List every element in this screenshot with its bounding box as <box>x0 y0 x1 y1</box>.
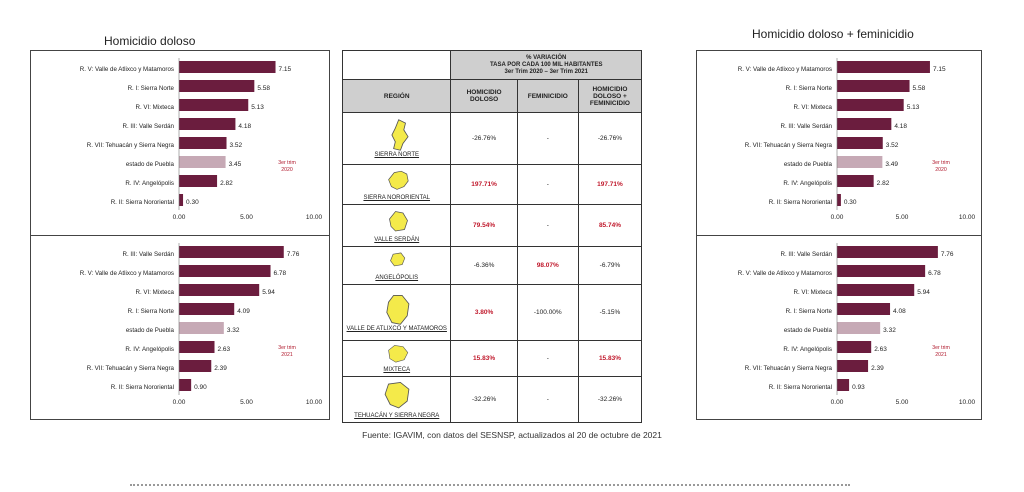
table-row <box>343 247 642 285</box>
table-corner <box>343 51 451 80</box>
category-label: estado de Puebla <box>783 327 832 334</box>
feminicidio-cell: - <box>517 205 578 247</box>
combined-cell: 85.74% <box>578 205 641 247</box>
x-tick-label: 10.00 <box>958 214 976 221</box>
bar <box>837 194 841 206</box>
category-label: estado de Puebla <box>125 327 174 334</box>
category-label: R. V: Valle de Atlixco y Matamoros <box>737 270 832 277</box>
region-shape <box>388 171 408 189</box>
region-name: TEHUACÁN Y SIERRA NEGRA <box>354 413 440 419</box>
homicidio-cell: 15.83% <box>451 341 517 377</box>
bar <box>179 61 276 73</box>
category-label: R. II: Sierra Nororiental <box>768 199 832 206</box>
variation-table <box>342 50 642 423</box>
combined-cell: -26.76% <box>578 113 641 165</box>
period-annotation-year: 2020 <box>281 167 293 173</box>
col-header-combined: HOMICIDIO DOLOSO + FEMINICIDIO <box>578 80 641 113</box>
region-shape <box>390 253 404 266</box>
value-label: 6.78 <box>273 270 287 277</box>
bar <box>837 99 904 111</box>
period-annotation-year: 2021 <box>281 352 293 358</box>
region-map-icon <box>377 207 417 237</box>
period-annotation-year: 2020 <box>935 167 947 173</box>
category-label: R. VI: Mixteca <box>135 289 174 296</box>
region-name: SIERRA NORORIENTAL <box>363 195 431 201</box>
category-label: R. VI: Mixteca <box>793 289 832 296</box>
value-label: 3.52 <box>229 142 243 149</box>
category-label: R. I: Sierra Norte <box>127 308 174 315</box>
region-map-icon <box>377 118 417 152</box>
bar <box>179 80 254 92</box>
table-header-top: % VARIACIÓN TASA POR CADA 100 MIL HABITANTES 3er Trim 2020 – 3er Trim 2021 <box>451 51 642 80</box>
period-annotation: 3er trim <box>278 345 296 351</box>
value-label: 4.08 <box>893 308 906 315</box>
period-annotation: 3er trim <box>932 160 950 166</box>
value-label: 5.94 <box>917 289 930 296</box>
table-row <box>343 165 642 205</box>
bar <box>837 246 938 258</box>
bar <box>837 284 914 296</box>
left-title: Homicidio doloso <box>104 34 196 48</box>
region-shape <box>387 295 409 324</box>
region-cell <box>343 285 451 341</box>
value-label: 3.32 <box>883 327 896 334</box>
feminicidio-cell: - <box>517 113 578 165</box>
region-map-icon <box>377 343 417 367</box>
value-label: 4.18 <box>238 123 252 130</box>
category-label: R. VII: Tehuacán y Sierra Negra <box>86 142 174 149</box>
feminicidio-cell: - <box>517 165 578 205</box>
period-annotation: 3er trim <box>932 345 950 351</box>
homicidio-cell: -32.26% <box>451 377 517 423</box>
col-header-region: REGIÓN <box>343 80 451 113</box>
bar <box>179 360 211 372</box>
category-label: R. II: Sierra Nororiental <box>110 384 174 391</box>
region-shape <box>388 345 407 362</box>
feminicidio-cell: 98.07% <box>517 247 578 285</box>
region-cell <box>343 165 451 205</box>
region-name: ANGELÓPOLIS <box>375 275 419 281</box>
category-label: R. I: Sierra Norte <box>127 85 174 92</box>
value-label: 0.90 <box>194 384 207 391</box>
bar <box>837 61 930 73</box>
region-name: VALLE DE ATLIXCO Y MATAMOROS <box>346 326 447 332</box>
value-label: 4.09 <box>237 308 250 315</box>
bar <box>179 99 248 111</box>
category-label: R. I: Sierra Norte <box>785 308 832 315</box>
table-row <box>343 113 642 165</box>
feminicidio-cell: -100.00% <box>517 285 578 341</box>
bar <box>837 322 880 334</box>
category-label: estado de Puebla <box>125 161 174 168</box>
x-tick-label: 5.00 <box>895 399 909 406</box>
x-tick-label: 0.00 <box>830 214 844 221</box>
region-map-icon <box>377 292 417 326</box>
bar <box>837 379 849 391</box>
combined-cell: -32.26% <box>578 377 641 423</box>
homicidio-cell: -26.76% <box>451 113 517 165</box>
bar <box>179 194 183 206</box>
right-bottom-chart <box>697 235 981 420</box>
category-label: R. VI: Mixteca <box>135 104 174 111</box>
bar <box>179 118 235 130</box>
period-annotation-year: 2021 <box>935 352 947 358</box>
col-header-homicidio: HOMICIDIO DOLOSO <box>451 80 517 113</box>
category-label: R. I: Sierra Norte <box>785 85 832 92</box>
bar <box>837 360 868 372</box>
feminicidio-cell: - <box>517 341 578 377</box>
value-label: 3.49 <box>885 161 899 168</box>
value-label: 7.15 <box>278 66 292 73</box>
region-cell <box>343 341 451 377</box>
category-label: R. III: Valle Serdán <box>780 251 832 258</box>
category-label: estado de Puebla <box>783 161 832 168</box>
value-label: 6.78 <box>928 270 941 277</box>
category-label: R. IV: Angelópolis <box>783 180 832 187</box>
homicidio-cell: 3.80% <box>451 285 517 341</box>
value-label: 2.63 <box>217 346 231 353</box>
region-shape <box>392 120 408 151</box>
left-chart-panel <box>30 50 330 420</box>
bar <box>179 379 191 391</box>
bar <box>179 156 226 168</box>
region-map-icon <box>377 249 417 275</box>
value-label: 2.39 <box>871 365 884 372</box>
value-label: 7.15 <box>932 66 946 73</box>
bar <box>179 265 271 277</box>
category-label: R. IV: Angelópolis <box>783 346 832 353</box>
x-tick-label: 10.00 <box>958 399 976 406</box>
category-label: R. III: Valle Serdán <box>780 123 832 130</box>
value-label: 5.94 <box>262 289 275 296</box>
x-tick-label: 5.00 <box>895 214 909 221</box>
combined-cell: -6.79% <box>578 247 641 285</box>
bar <box>837 80 910 92</box>
value-label: 2.82 <box>220 180 233 187</box>
category-label: R. VII: Tehuacán y Sierra Negra <box>744 365 832 372</box>
value-label: 5.58 <box>257 85 270 92</box>
category-label: R. V: Valle de Atlixco y Matamoros <box>79 66 174 73</box>
value-label: 4.18 <box>894 123 907 130</box>
category-label: R. VII: Tehuacán y Sierra Negra <box>744 142 832 149</box>
region-shape <box>385 382 409 408</box>
region-cell <box>343 113 451 165</box>
col-header-feminicidio: FEMINICIDIO <box>517 80 578 113</box>
homicidio-cell: 79.54% <box>451 205 517 247</box>
table-row <box>343 377 642 423</box>
value-label: 5.58 <box>912 85 926 92</box>
bar <box>837 175 874 187</box>
combined-cell: 197.71% <box>578 165 641 205</box>
table-body <box>343 113 642 423</box>
value-label: 3.32 <box>226 327 240 334</box>
value-label: 2.82 <box>876 180 890 187</box>
left-bottom-chart <box>31 235 329 420</box>
region-name: VALLE SERDÁN <box>374 237 420 243</box>
bar <box>837 341 871 353</box>
x-tick-label: 0.00 <box>830 399 844 406</box>
x-tick-label: 5.00 <box>240 214 253 221</box>
combined-cell: -5.15% <box>578 285 641 341</box>
bar <box>179 322 224 334</box>
region-name: MIXTECA <box>383 367 411 373</box>
value-label: 5.13 <box>251 104 264 111</box>
value-label: 5.13 <box>906 104 920 111</box>
value-label: 0.30 <box>186 199 199 206</box>
region-map-icon <box>377 379 417 413</box>
value-label: 7.76 <box>286 251 300 258</box>
table-row <box>343 205 642 247</box>
value-label: 2.63 <box>874 346 887 353</box>
value-label: 3.52 <box>885 142 899 149</box>
bar <box>179 341 215 353</box>
right-top-chart <box>697 51 981 235</box>
region-cell <box>343 247 451 285</box>
value-label: 7.76 <box>940 251 954 258</box>
value-label: 0.93 <box>852 384 865 391</box>
bar <box>179 246 284 258</box>
bar <box>179 284 259 296</box>
category-label: R. IV: Angelópolis <box>125 180 174 187</box>
value-label: 2.39 <box>214 365 227 372</box>
right-chart-panel <box>696 50 982 420</box>
x-tick-label: 0.00 <box>172 214 186 221</box>
source-note: Fuente: IGAVIM, con datos del SESNSP, actualizados al 20 de octubre de 2021 <box>362 430 662 440</box>
left-top-chart <box>31 51 329 235</box>
bar <box>837 303 890 315</box>
category-label: R. VII: Tehuacán y Sierra Negra <box>86 365 174 372</box>
table-row <box>343 285 642 341</box>
bar <box>837 118 891 130</box>
period-annotation: 3er trim <box>278 160 296 166</box>
category-label: R. III: Valle Serdán <box>122 251 174 258</box>
category-label: R. VI: Mixteca <box>793 104 832 111</box>
homicidio-cell: -6.36% <box>451 247 517 285</box>
bar <box>179 137 227 149</box>
region-shape <box>389 212 407 232</box>
combined-cell: 15.83% <box>578 341 641 377</box>
x-tick-label: 0.00 <box>172 399 186 406</box>
x-tick-label: 10.00 <box>305 399 323 406</box>
bar <box>837 156 882 168</box>
cropped-text-line <box>130 484 850 490</box>
right-title: Homicidio doloso + feminicidio <box>752 27 914 41</box>
homicidio-cell: 197.71% <box>451 165 517 205</box>
table-row <box>343 341 642 377</box>
region-map-icon <box>377 167 417 195</box>
category-label: R. II: Sierra Nororiental <box>110 199 174 206</box>
value-label: 0.30 <box>843 199 857 206</box>
region-cell <box>343 205 451 247</box>
x-tick-label: 5.00 <box>240 399 253 406</box>
x-tick-label: 10.00 <box>305 214 323 221</box>
feminicidio-cell: - <box>517 377 578 423</box>
category-label: R. II: Sierra Nororiental <box>768 384 832 391</box>
region-cell <box>343 377 451 423</box>
bar <box>837 137 883 149</box>
value-label: 3.45 <box>228 161 242 168</box>
bar <box>179 175 217 187</box>
region-name: SIERRA NORTE <box>374 152 420 158</box>
category-label: R. V: Valle de Atlixco y Matamoros <box>737 66 832 73</box>
bar <box>837 265 925 277</box>
category-label: R. IV: Angelópolis <box>125 346 174 353</box>
category-label: R. III: Valle Serdán <box>122 123 174 130</box>
category-label: R. V: Valle de Atlixco y Matamoros <box>79 270 174 277</box>
bar <box>179 303 234 315</box>
